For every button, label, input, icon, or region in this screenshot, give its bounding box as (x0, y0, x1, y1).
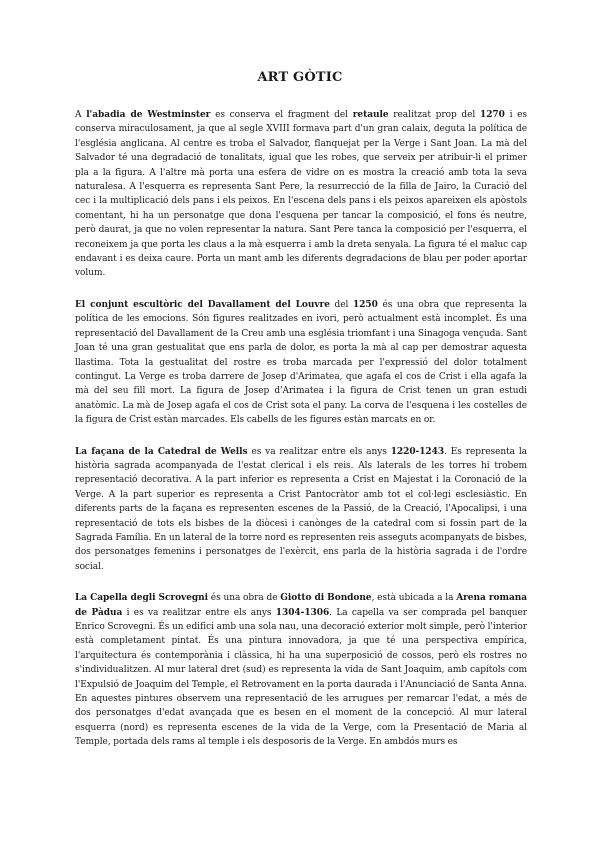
text-run: , està ubicada a la (371, 593, 457, 604)
text-run: . La capella va ser comprada pel banquer Enrico Scrovegni. És un edifici amb una sola nau, una decoració exterior molt simple, però l'interior està completament pintat. És una pintura innovadora, ja que té una perspectiva empírica, l'arquitectura és contemporània i clàssica, hi ha una superposició de cossos, però els rostres no s'individualitzen. Al mur lateral dret (sud) es representa la vida de Sant Joaquim, amb capítols com l'Expulsió de Joaquim del Temple, el Retrovament en la porta daurada i l'Anunciació de Santa Anna. En aquestes pintures observem una representació de les arrugues per remarcar l'edat, a més de dos personatges d'edat avançada que es besen en el moment de la concepció. Al mur lateral esquerra (nord) es representa escenes de la vida de la Verge, com la Presentació de Maria al Temple, portada dels rams al temple i els desposoris de la Verge. En ambdós murs es (75, 607, 527, 748)
bold-text-run: l'abadia de Westminster (86, 110, 211, 120)
bold-text-run: La Capella degli Scrovegni (75, 593, 208, 604)
page-title: ART GÒTIC (257, 70, 343, 85)
text-run: es conserva el fragment del (210, 110, 353, 120)
text-run: és una obra que representa la política de les emocions. Són figures realitzades en ivori, però actualment està incomplet. És una representació del Davallament de la Creu amb una església triomfant i una Sinagoga vençuda. Sant Joan té una gran gestualitat que ens parla de dolor, es porta la mà al cap per demostrar aquesta llastima. Tota la gestualitat del rostre es troba marcada per l'expressió del dolor totalment contingut. La Verge es troba darrere de Josep d'Arimatea, que agafa el cos de Crist i ella agafa la mà del seu fill mort. La figura de Josep d'Arimatea i la figura de Crist tenen un gran estudi anatòmic. La mà de Josep agafa el cos de Crist sota el pany. La corva de l'esquena i les costelles de la figura de Crist estàn marcades. Els cabells de les figures estàn marcats en or. (75, 299, 527, 426)
bold-text-run: 1250 (352, 299, 378, 310)
bold-text-run: 1270 (479, 110, 505, 120)
text-run: i es va realitzar entre els anys (122, 607, 276, 618)
text-run: A (75, 110, 87, 120)
paragraph-westminster (75, 108, 527, 281)
bold-text-run: Giotto di Bondone (280, 593, 372, 604)
bold-text-run: La façana de la Catedral de Wells (75, 446, 248, 457)
text-run: és una obra de (208, 593, 281, 604)
paragraph-capella-scrovegni (75, 591, 527, 749)
text-run: realitzat prop del (388, 110, 480, 120)
paragraph-catedral-wells (75, 445, 527, 575)
bold-text-run: Arena romana de Pàdua (75, 593, 528, 618)
text-run: del (329, 299, 353, 310)
text-run: i es conserva miraculosament, ja que al segle XVIII formava part d'un gran calaix, deguta la política de l'església anglicana. Al centre es troba el Salvador, flanquejat per la Verge i Sant Joan. La mà del Salvador té una degradació de tonalitats, igual que les robes, que serveix per atribuir-li el primer pla a la figura. A l'altre mà porta una esfera de vidre on es mostra la creació amb tota la seva naturalesa. A l'esquerra es representa Sant Pere, la resurrecció de la filla de Jairo, la Curació del cec i la multiplicació dels pans i els peixos. En l'escena dels pans i els peixos apareixen els apòstols comentant, hi ha un personatge que dona l'esquena per tancar la composició, el fons és neutre, però daurat, ja que no volen representar la natura. Sant Pere tanca la composició per l'esquerra, el reconeixem ja que porta les claus a la mà esquerra i amb la dreta senyala. La figura té el maluc cap endavant i es deixa caure. Porta un mant amb les diferents degradacions de blau per poder aportar volum. (75, 110, 527, 279)
paragraph-davallament-louvre (75, 298, 527, 428)
document-body (75, 108, 527, 767)
bold-text-run: 1304-1306 (275, 607, 330, 618)
text-run: es va realitzar entre els anys (247, 446, 391, 457)
text-run: . Es representa la història sagrada acompanyada de l'estat clerical i els reis. Als laterals de les torres hi trobem representació decorativa. A la part inferior es representa a Crist en Majestat i la Coronació de la Verge. A la part superior es representa a Crist Pantocràtor amb tot el col·legi esclesiàstic. En diferents parts de la façana es representen escenes de la Passió, de la Creació, l'Apocalipsi, i una representació de tots els bisbes de la diòcesi i canònges de la catedral com si fossin part de la Sagrada Família. En un lateral de la torre nord es representen reis asseguts acompanyats de bisbes, dos personatges femenins i personatges de l'exèrcit, ens parla de la història sagrada i de l'ordre social. (75, 446, 527, 572)
bold-text-run: El conjunt escultòric del Davallament del Louvre (75, 299, 330, 310)
bold-text-run: 1220-1243 (390, 446, 445, 457)
bold-text-run: retaule (352, 110, 389, 120)
